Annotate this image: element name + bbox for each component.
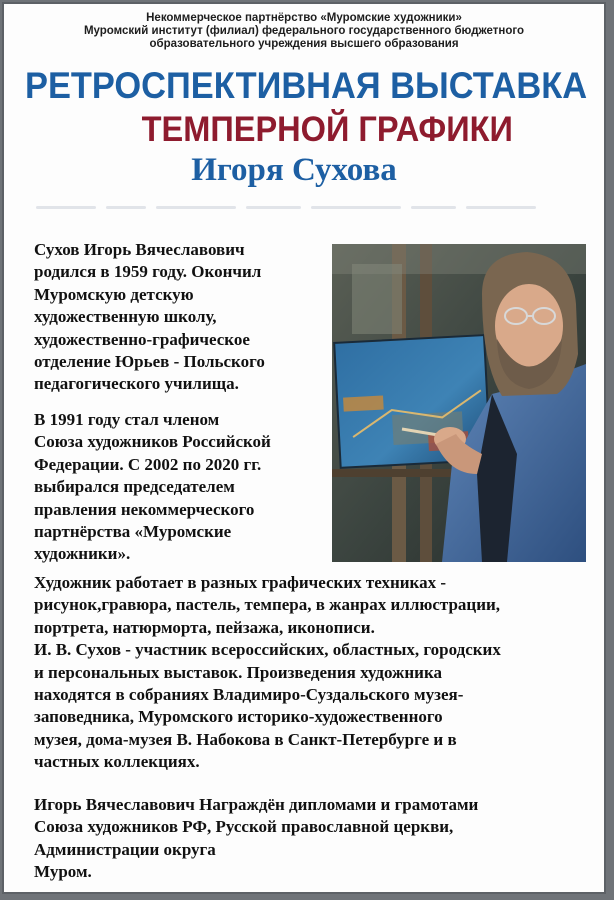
artist-name: Игоря Сухова bbox=[191, 152, 397, 188]
bio-paragraph-2: В 1991 году стал членом Союза художников Российской Федерации. С 2002 по 2020 гг. выбирался председателем правления некоммерческого партнёрства «Муромские художники». bbox=[34, 410, 271, 564]
faded-divider bbox=[36, 202, 556, 216]
poster-title-line-1: РЕТРОСПЕКТИВНАЯ ВЫСТАВКА bbox=[25, 65, 588, 106]
poster-title-line-2: ТЕМПЕРНОЙ ГРАФИКИ bbox=[141, 110, 513, 149]
bio-paragraph-1: Сухов Игорь Вячеславович родился в 1959 году. Окончил Муромскую детскую художественную школу, художественно-графическое отделение Юрьев - Польского педагогического училища. bbox=[34, 240, 265, 394]
bio-paragraph-3: Художник работает в разных графических техниках - рисунок,гравюра, пастель, темпера, в жанрах иллюстрации, портрета, натюрморта, пейзажа, иконописи. И. В. Сухов - участник всероссийских, областных, городских и персональных выставок. Произведения художника находятся в собраниях Владимиро-Суздальского музея- заповедника, Муромского историко-художественного музея, дома-музея В. Набокова в Санкт-Петербурге и в частных коллекциях. bbox=[34, 573, 501, 772]
bio-paragraph-4: Игорь Вячеславович Награждён дипломами и грамотами Союза художников РФ, Русской православной церкви, Администрации округа Муром. bbox=[34, 795, 479, 882]
organizer-line-2: Муромский институт (филиал) федерального государственного бюджетного bbox=[83, 25, 525, 37]
organizer-line-1: Некоммерческое партнёрство «Муромские художники» bbox=[146, 12, 462, 24]
artist-portrait-illustration bbox=[332, 244, 586, 562]
artist-portrait-photo bbox=[332, 244, 586, 562]
organizer-line-3: образовательного учреждения высшего образования bbox=[149, 38, 459, 50]
exhibition-poster bbox=[2, 2, 606, 894]
